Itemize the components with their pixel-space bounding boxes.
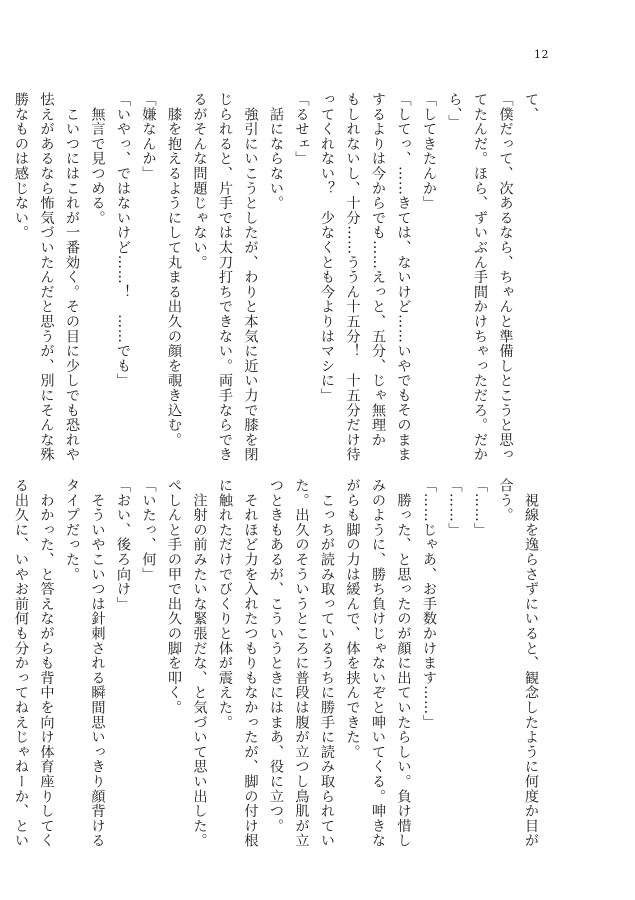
text-line: に触れただけでびくりと体が震えた。 — [217, 478, 233, 730]
text-line: つときもあるが、こういうときにはまあ、役に立つ。 — [268, 478, 284, 834]
text-line: 「してきたんか」 — [421, 92, 437, 211]
text-line: 強引にいこうとしたが、わりと本気に近い力で膝を閉 — [242, 92, 259, 462]
page-number: 12 — [534, 48, 549, 61]
text-line: 「いたっ、何」 — [140, 478, 157, 582]
text-line: 視線を逸らさずにいると、観念したように何度か目が — [523, 478, 539, 848]
text-line: 無言で見つめる。 — [89, 92, 106, 226]
text-line: てたんだ。ほら、ずいぶん手間かけちゃっただろ。だか — [472, 92, 488, 462]
text-line: じられると、片手では太刀打ちできない。両手ならでき — [217, 92, 233, 462]
text-line: 「僕だって、次あるなら、ちゃんと準備しとこうと思っ — [497, 92, 514, 462]
text-line: 怯えがあるなら怖気づいたんだと思うが、別にそんな殊 — [38, 92, 55, 462]
text-line: 「……じゃあ、お手数かけます……」 — [421, 478, 437, 730]
text-line: る出久に、いやお前何も分かってねえじゃねーか、とい — [13, 478, 29, 848]
text-line: こいつにはこれが一番効く。その目に少しでも恐れや — [64, 92, 80, 462]
text-line: それほど力を入れたつもりもなかったが、脚の付け根 — [242, 478, 259, 848]
text-line: みのように、勝ち負けじゃないぞと呻いてくる。呻きな — [370, 478, 386, 848]
text-line: 膝を抱えるようにして丸まる出久の顔を覗き込む。 — [166, 92, 182, 448]
text-line: 「いやっ、ではないけど……！ ……でも」 — [115, 92, 131, 388]
text-line: するよりは今からでも……えっと、五分、じゃ無理か — [370, 92, 386, 448]
text-line: ってくれない？ 少なくとも今よりはマシに」 — [319, 92, 335, 403]
text-line: 「るせェ」 — [293, 92, 310, 166]
text-line: 「嫌なんか」 — [140, 92, 157, 181]
text-line: 「……」 — [472, 478, 488, 538]
text-line: るがそんな問題じゃない。 — [191, 92, 208, 270]
text-line: そういやこいつは針刺される瞬間思いっきり顔背ける — [89, 478, 106, 848]
text-line: 「してっ、……きては、ないけど……いやでもそのまま — [395, 92, 412, 462]
text-line: 勝った、と思ったのが顔に出ていたらしい。負け惜し — [395, 478, 412, 848]
text-line: 勝なものは感じない。 — [13, 92, 29, 240]
text-line: 「おい、後ろ向け」 — [115, 478, 131, 612]
text-line: 注射の前みたいな緊張だな、と気づいて思い出した。 — [191, 478, 208, 848]
text-line: 合う。 — [497, 478, 514, 523]
text-line: た。出久のそういうところに普段は腹が立つし鳥肌が立 — [293, 478, 310, 848]
text-line: タイプだった。 — [64, 478, 80, 582]
lower-text-block — [13, 478, 543, 848]
text-line: て、 — [523, 92, 539, 122]
upper-text-block — [13, 92, 543, 462]
text-line: ぺしんと手の甲で出久の脚を叩く。 — [166, 478, 182, 715]
text-line: 「……」 — [446, 478, 463, 538]
text-line: ら、」 — [446, 92, 463, 130]
text-line: わかった、と答えながらも背中を向け体育座りしてく — [38, 478, 55, 848]
text-line: がらも脚の力は緩んで、体を挟んできた。 — [344, 478, 361, 760]
text-line: 話にならない。 — [268, 92, 284, 211]
text-line: もしれないし、十分……ううん十五分！ 十五分だけ待 — [344, 92, 361, 462]
text-line: こっちが読み取っているうちに勝手に読み取られてい — [319, 478, 335, 848]
